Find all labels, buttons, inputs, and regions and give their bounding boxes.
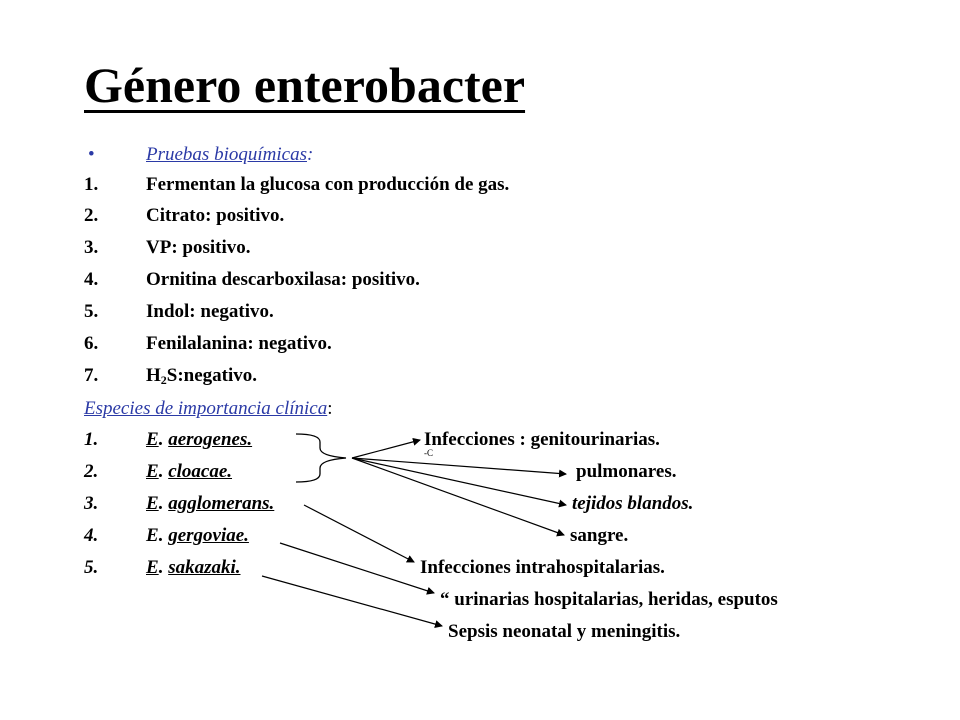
species-name-wrap: E. sakazaki. <box>146 557 241 578</box>
species-number: 2. <box>84 461 99 482</box>
species-genus: E <box>146 461 159 482</box>
list-text: Fermentan la glucosa con producción de gas. <box>146 174 510 195</box>
list-number: 6. <box>84 333 99 354</box>
species-name: cloacae. <box>168 461 233 482</box>
h2s-rest: S:negativo. <box>166 365 258 386</box>
arrow-gergoviae-to-urinarias <box>280 543 434 593</box>
species-number: 3. <box>84 493 99 514</box>
species-genus: E <box>146 557 159 578</box>
infecciones-intrahospitalarias: Infecciones intrahospitalarias. <box>420 557 665 578</box>
pruebas-heading-colon: : <box>306 144 314 165</box>
species-name-wrap: E. aerogenes. <box>146 429 253 450</box>
list-number: 7. <box>84 365 99 386</box>
list-number: 3. <box>84 237 99 258</box>
species-name-wrap: E. agglomerans. <box>146 493 275 514</box>
arrow-to-pulmonares <box>352 458 566 474</box>
small-mark: -C <box>424 448 433 458</box>
species-name: gergoviae. <box>168 525 249 546</box>
especies-heading-colon: : <box>327 398 333 419</box>
species-name: agglomerans. <box>168 493 275 514</box>
arrow-to-tejidos <box>352 458 566 505</box>
arrow-to-genitourinarias <box>352 440 420 458</box>
species-number: 4. <box>84 525 99 546</box>
especies-heading-text: Especies de importancia clínica <box>84 398 328 419</box>
list-number: 4. <box>84 269 99 290</box>
list-number: 1. <box>84 174 99 195</box>
species-genus: E <box>146 525 159 546</box>
infecciones-sangre: sangre. <box>570 525 629 546</box>
species-genus: E <box>146 493 159 514</box>
species-genus: E <box>146 429 159 450</box>
arrow-agglomerans-to-intrahospitalarias <box>304 505 414 562</box>
species-name-wrap: E. cloacae. <box>146 461 233 482</box>
species-number: 5. <box>84 557 99 578</box>
arrow-sakazaki-to-sepsis <box>262 576 442 626</box>
list-number: 2. <box>84 205 99 226</box>
h2s-h: H <box>146 365 161 386</box>
list-text: Ornitina descarboxilasa: positivo. <box>146 269 420 290</box>
bullet: • <box>88 144 95 165</box>
pruebas-heading-text: Pruebas bioquímicas <box>146 144 307 165</box>
species-name-wrap: E. gergoviae. <box>146 525 249 546</box>
species-name: aerogenes. <box>168 429 253 450</box>
page-title: Género enterobacter <box>84 57 526 113</box>
species-name: sakazaki. <box>168 557 241 578</box>
infecciones-urinarias: “ urinarias hospitalarias, heridas, esputos <box>440 589 778 610</box>
list-number: 5. <box>84 301 99 322</box>
species-number: 1. <box>84 429 99 450</box>
list-text: VP: positivo. <box>146 237 251 258</box>
arrow-to-sangre <box>352 458 564 535</box>
infecciones-tejidos-blandos: tejidos blandos. <box>572 493 694 514</box>
list-text: Indol: negativo. <box>146 301 274 322</box>
infecciones-pulmonares: pulmonares. <box>576 461 677 482</box>
infecciones-sepsis: Sepsis neonatal y meningitis. <box>448 621 681 642</box>
curly-brace <box>296 434 346 482</box>
list-text: Fenilalanina: negativo. <box>146 333 332 354</box>
list-text: Citrato: positivo. <box>146 205 285 226</box>
infecciones-genitourinarias: Infecciones : genitourinarias. <box>424 429 660 450</box>
h2s-subscript: 2 <box>160 373 167 387</box>
